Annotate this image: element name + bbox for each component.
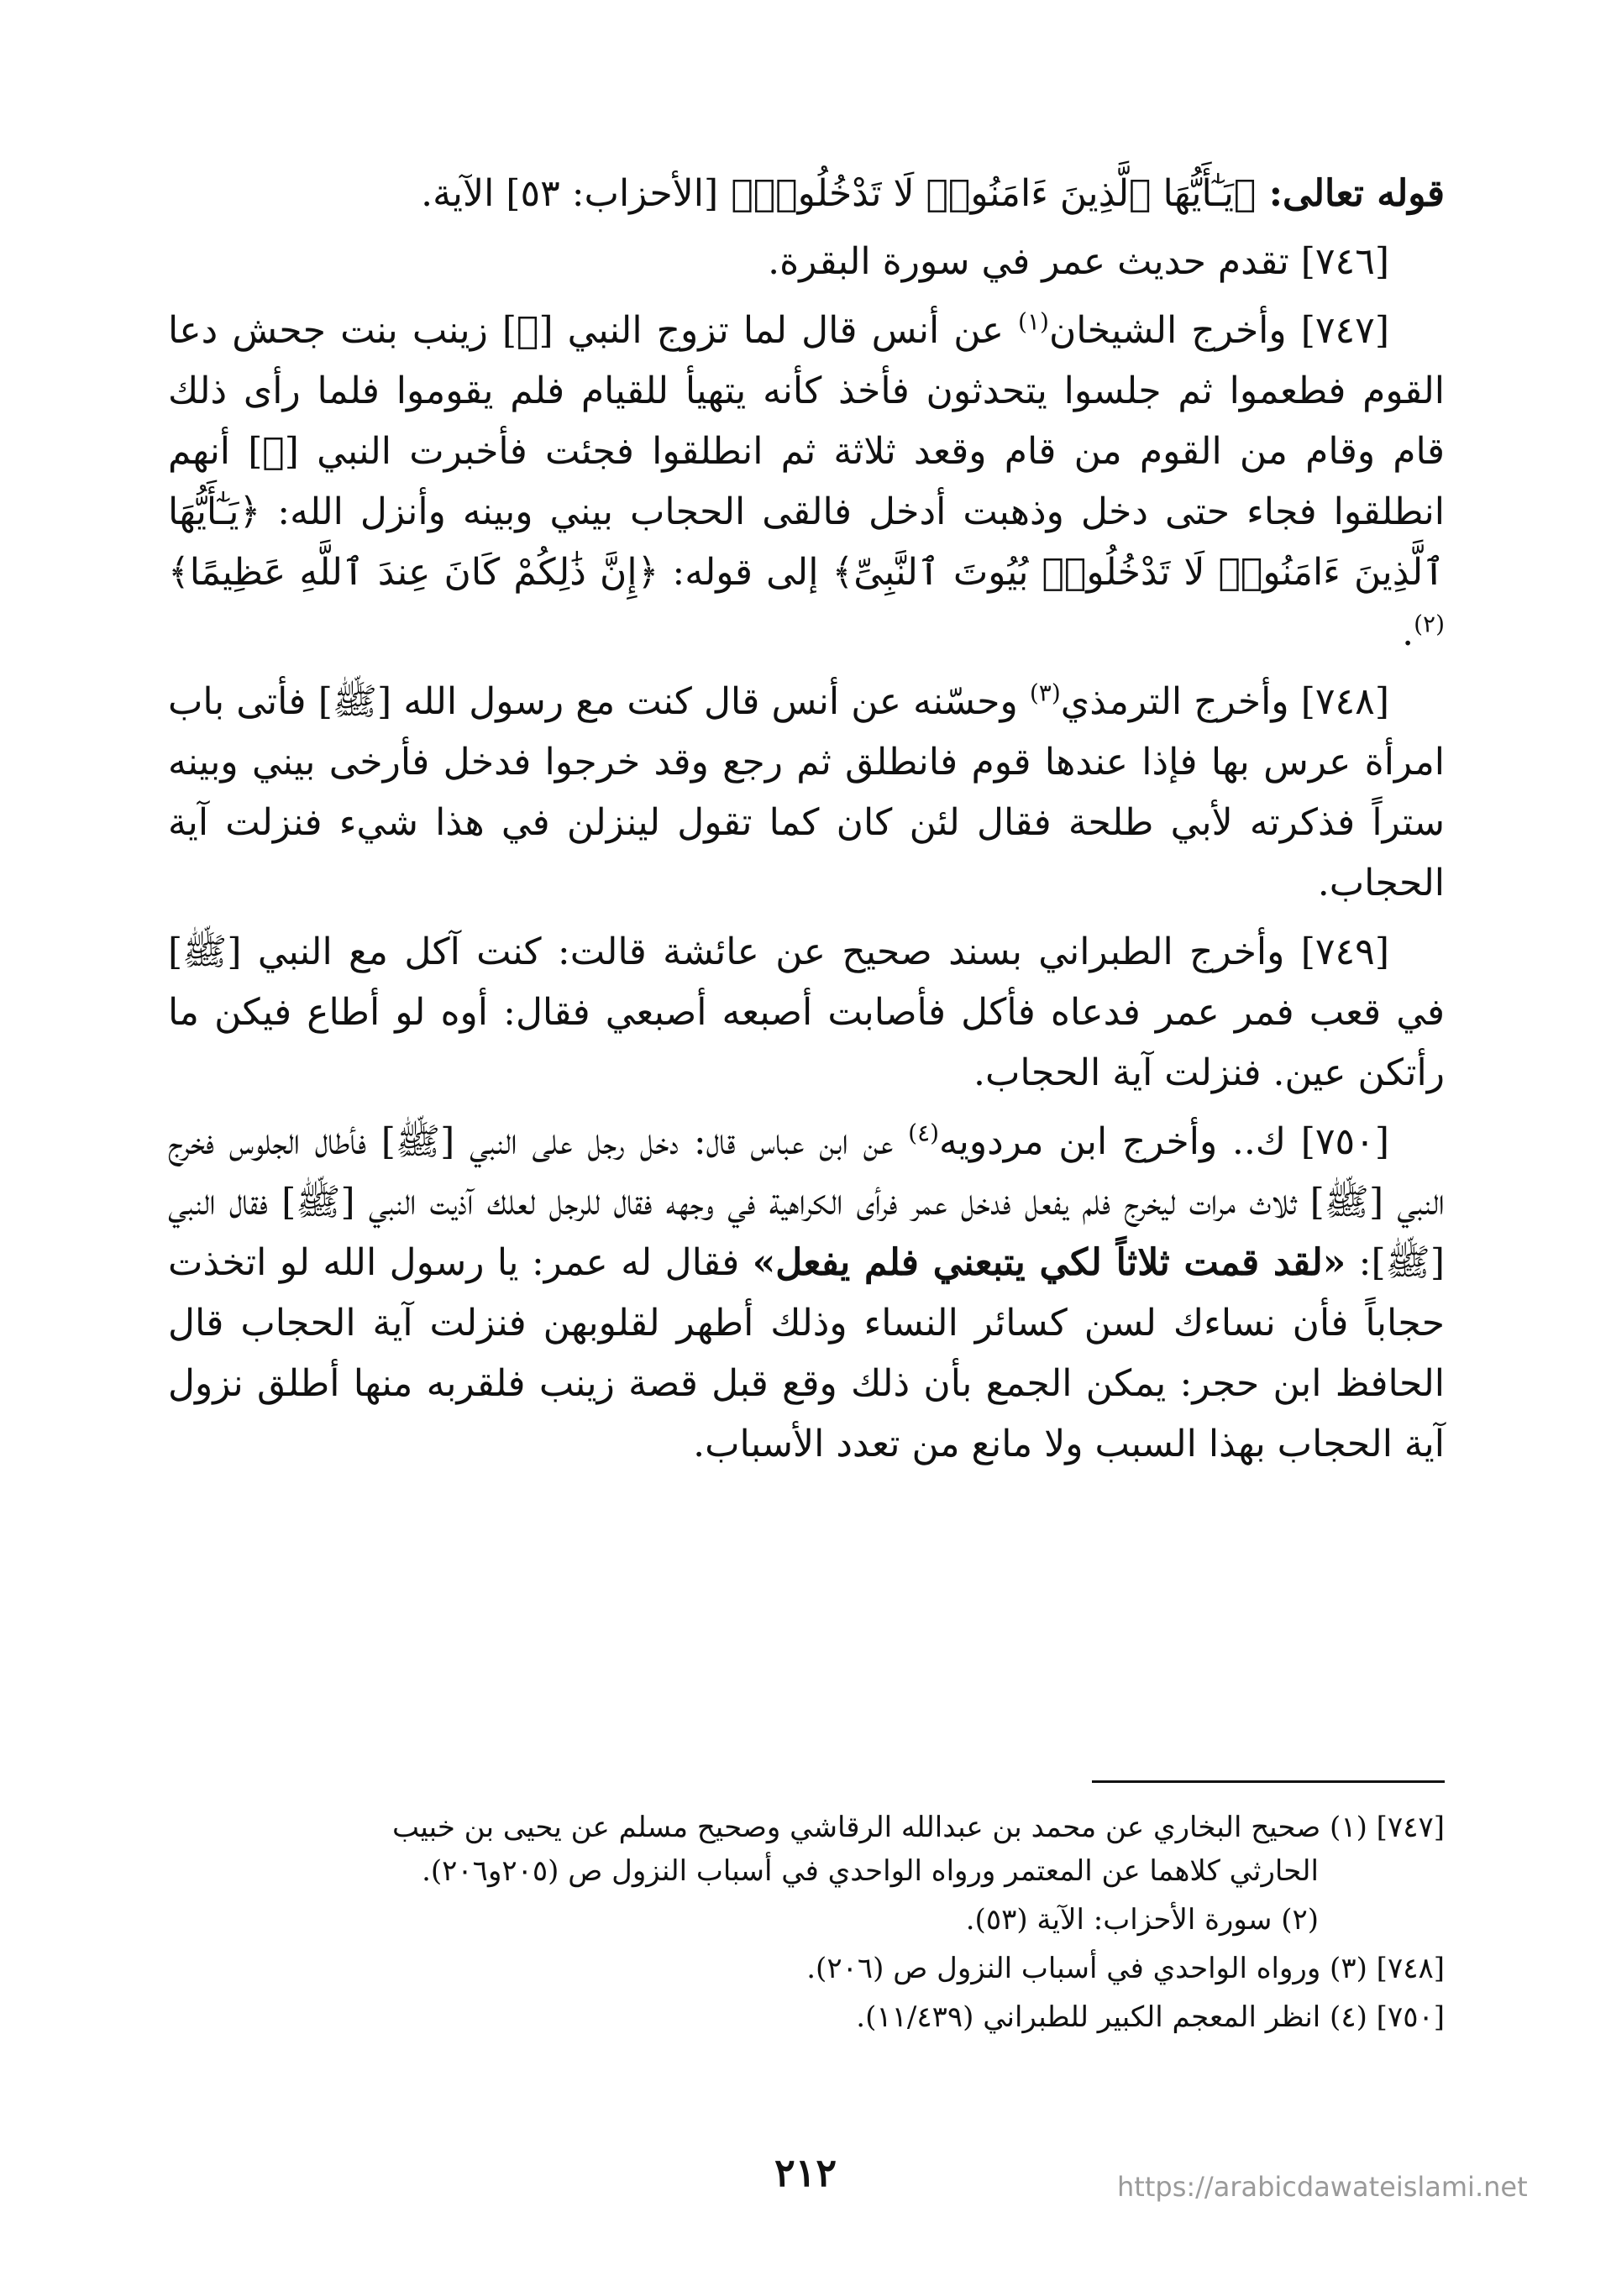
verse-heading [168,168,1445,220]
narration-number: [٧٤٩] [1300,930,1389,973]
narration-text: وأخرج الطبراني بسند صحيح عن عائشة قالت: كنت آكل مع النبي [ﷺ] في قعب فمر عمر فدعاه فأكل فأصابت أصبعه أصبعي فقال: أوه لو أطاع فيكن ما رأتكن عين. فنزلت آية الحجاب. [168,930,1446,1094]
footnote-ref: (٣) [1029,679,1061,707]
narration-text: وحسّنه عن أنس قال كنت مع رسول الله [ﷺ] فأتى باب امرأة عرس بها فإذا عندها قوم فانطلق ثم رجع وقد خرجوا فدخل فأرخى بيني وبينه ستراً فذكرته لأبي طلحة فقال لئن كان كما تقول لينزلن في هذا شيء فنزلت آية الحجاب. [168,680,1445,904]
narration-747 [168,301,1445,663]
footnote-divider [1092,1780,1445,1783]
narration-text: وأخرج الشيخان [1048,309,1287,352]
narration-746 [168,232,1445,292]
narration-749 [168,922,1445,1103]
narration-text: فقال له عمر: يا رسول الله لو اتخذت حجاباً فأن نساءك لسن كسائر النساء وذلك أطهر لقلوبهن فنزلت آية الحجاب قال الحافظ ابن حجر: يمكن الجمع بأن ذلك وقع قبل قصة زينب فلقربه منها أطلق نزول آية الحجاب بهذا السبب ولا مانع من تعدد الأسباب. [168,1241,1445,1465]
narration-text: عن ابن عباس قال: دخل رجل على النبي [ﷺ] فأطال الجلوس فخرج النبي [ﷺ] ثلاث مرات ليخرج فلم يفعل فدخل عمر فرأى الكراهية في وجهه فقال للرجل لعلك آذيت النبي [ﷺ] فقال النبي [ﷺ]: [168,1120,1445,1284]
page-number: ٢١٢ [774,2150,837,2195]
footnote-text: [٧٤٧] (١) صحيح البخاري عن محمد بن عبدالله الرقاشي وصحيح مسلم عن يحيى بن خبيب [391,1811,1445,1844]
narration-text: ك.. وأخرج ابن مردويه [939,1120,1287,1163]
footnote-ref: (١) [1018,307,1049,336]
narration-number: [٧٤٨] [1300,680,1389,723]
page-body [168,168,1445,2183]
narration-number: [٧٤٧] [1300,309,1389,352]
heading-ref: [الأحزاب: ٥٣] الآية. [421,172,719,215]
hadith-quote: «لقد قمت ثلاثاً لكي يتبعني فلم يفعل» [752,1241,1346,1284]
footnote-1 [168,1806,1445,1893]
footnote-4 [168,1995,1445,2039]
footnote-text: [٧٤٨] (٣) ورواه الواحدي في أسباب النزول ص (٢٠٦). [806,1952,1445,1985]
footnote-text: (٢) سورة الأحزاب: الآية (٥٣). [965,1903,1319,1937]
narration-text: . [1402,611,1414,654]
footnote-ref: (٢) [1414,610,1445,638]
narration-number: [٧٥٠] [1300,1120,1389,1163]
footnote-text: [٧٥٠] (٤) انظر المعجم الكبير للطبراني (١١/٤٣٩). [856,2000,1445,2034]
narration-number: [٧٤٦] [1300,240,1389,283]
narration-text: عن أنس قال لما تزوج النبي [ﷺ] زينب بنت جحش دعا القوم فطعموا ثم جلسوا يتحدثون فأخذ كأنه يتهيأ للقيام فلم يقوموا فلما رأى ذلك قام وقام من القوم من قام وقعد ثلاثة ثم انطلقوا فجئت فأخبرت النبي [ﷺ] أنهم انطلقوا فجاء حتى دخل وذهبت أدخل فالقى الحجاب بيني وبينه وأنزل الله: ﴿يَـٰٓأَيُّهَا ٱلَّذِينَ ءَامَنُوا۟ لَا تَدْخُلُوا۟ بُيُوتَ ٱلنَّبِىِّ﴾ إلى قوله: ﴿إِنَّ ذَٰلِكُمْ كَانَ عِندَ ٱللَّهِ عَظِيمًا﴾ [168,309,1445,594]
watermark-url: https://arabicdawateislami.net [1117,2171,1528,2203]
footnote-2 [168,1898,1445,1942]
footnote-3 [168,1947,1445,1990]
footnote-text: الحارثي كلاهما عن المعتمر ورواه الواحدي في أسباب النزول ص (٢٠٥و٢٠٦). [422,1854,1319,1888]
narration-text: وأخرج الترمذي [1060,680,1289,723]
narration-748 [168,672,1445,914]
footnotes [168,1806,1445,2044]
narration-text: تقدم حديث عمر في سورة البقرة. [768,240,1289,283]
heading-label: قوله تعالى: [1268,172,1445,215]
footnote-ref: (٤) [908,1119,940,1147]
heading-verse: ﴿يَـٰٓأَيُّهَا ٱلَّذِينَ ءَامَنُوا۟ لَا تَدْخُلُوا۟﴾ [731,172,1257,215]
narration-750 [168,1112,1445,1475]
